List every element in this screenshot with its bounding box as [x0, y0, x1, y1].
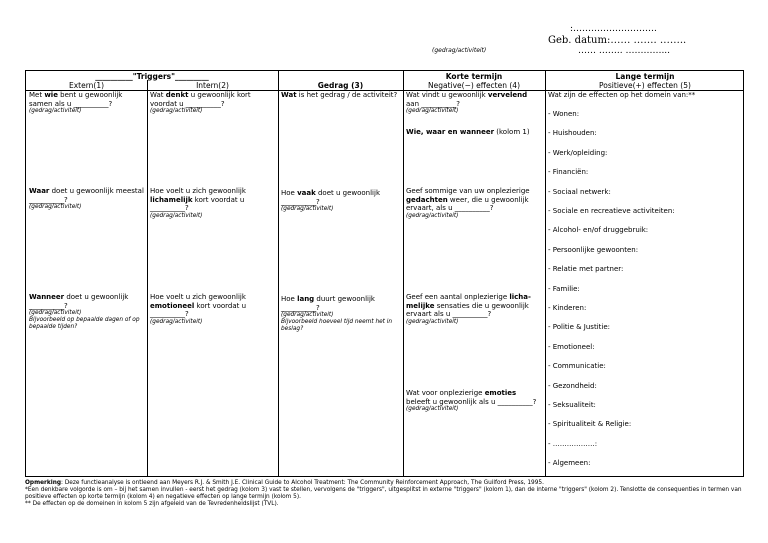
domain-item: - Alcohol- en/of druggebruik:: [548, 226, 649, 235]
domain-item: - Sociaal netwerk:: [548, 187, 611, 196]
col2-question-emotional: Hoe voelt u zich gewoonlijk emotioneel kort voordat u __________? (gedrag/activiteit): [150, 293, 247, 325]
col3-question-often: Hoe vaak doet u gewoonlijk __________? (gedrag/activiteit): [281, 189, 381, 212]
col3-question-what: Wat is het gedrag / de activiteit?: [281, 91, 398, 99]
col2-question-physical: Hoe voelt u zich gewoonlijk lichamelijk kort voordat u __________? (gedrag/activiteit): [150, 187, 246, 219]
domain-item: - Financiën:: [548, 168, 589, 177]
col4-who-where-when: Wie, waar en wanneer (kolom 1): [406, 128, 530, 136]
footer-notes: [25, 480, 747, 508]
domain-item: - Kinderen:: [548, 304, 587, 312]
domain-item: - Familie:: [548, 284, 580, 293]
footer-remark: Opmerking: Deze functieanalyse is ontleend aan Meyers R.J. & Smith J.E. Clinical Guide to Alcohol Treatment: The Community Reinforcement Approach, The Guilford Press, 1995.: [25, 480, 544, 486]
col4-question-thoughts: Geef sommige van uw onplezierige gedachten weer, die u gewoonlijk ervaart, als u __________? (gedrag/activiteit): [406, 187, 530, 219]
col1-question-where: Waar doet u gewoonlijk meestal __________? (gedrag/activiteit): [29, 187, 144, 210]
col1-heading: Extern(1): [68, 81, 105, 90]
domain-item: - Persoonlijke gewoonten:: [548, 245, 639, 254]
extra-line: …… …….. …………...: [578, 46, 671, 56]
col4-question-annoying: Wat vindt u gewoonlijk vervelend aan __________? (gedrag/activiteit): [406, 91, 528, 114]
col2-heading: Intern(2): [196, 81, 229, 90]
header-subcaption: (gedrag/activiteit): [432, 47, 487, 54]
col5-heading: Lange termijn Positieve(+) effecten (5): [599, 72, 691, 90]
dob-line: Geb. datum:…… ……. ……..: [548, 35, 687, 46]
col-divider-1: [147, 80, 148, 476]
col4-question-emotions: Wat voor onplezierige emoties beleeft u gewoonlijk als u __________? (gedrag/activiteit): [406, 389, 537, 412]
analysis-table: [25, 70, 744, 477]
domain-item: - Spiritualiteit & Religie:: [548, 420, 632, 429]
domain-item: - Politie & Justitie:: [548, 323, 610, 332]
col4-question-sensations: Geef een aantal onplezierige licha-melijke sensaties die u gewoonlijk ervaart als u __________? (gedrag/activiteit): [406, 293, 531, 325]
domain-item: - ………………:: [548, 439, 598, 448]
domain-item: - Communicatie:: [548, 362, 606, 371]
domain-item: - Huishouden:: [548, 129, 597, 138]
name-line: :……………………….: [570, 24, 657, 34]
col1-question-when: Wanneer doet u gewoonlijk __________? (gedrag/activiteit) Bijvoorbeeld op bepaalde dagen of op bepaalde tijden?: [29, 293, 140, 330]
client-info-header: [548, 24, 748, 57]
col-divider-2: [278, 71, 279, 476]
domain-item: - Werk/opleiding:: [548, 148, 608, 157]
domain-item: - Relatie met partner:: [548, 265, 624, 274]
col3-question-long: Hoe lang duurt gewoonlijk __________? (gedrag/activiteit) Bijvoorbeeld hoeveel tijd neemt het in beslag?: [281, 295, 393, 332]
col3-heading: Gedrag (3): [317, 81, 364, 90]
col-divider-4: [545, 71, 546, 476]
domain-item: - Gezondheid:: [548, 381, 597, 390]
col2-question-think: Wat denkt u gewoonlijk kort voordat u __________? (gedrag/activiteit): [150, 91, 251, 114]
domain-item: - Emotioneel:: [548, 342, 595, 351]
domain-item: - Wonen:: [548, 110, 580, 118]
footer-order-note: *Een denkbare volgorde is om – bij het samen invullen - eerst het gedrag (kolom 3) vast te stellen, vervolgens de "triggers", uitgesplitst in externe "triggers" (kolom 1), dan de interne "triggers" (kolom 2). Tenslotte de consequenties in termen van positieve effecten op korte termijn (kolom 4) en negatieve effecten op lange termijn (kolom 5).: [25, 487, 742, 500]
domain-item: - Sociale en recreatieve activiteiten:: [548, 207, 675, 215]
domain-item: - Seksualiteit:: [548, 401, 596, 409]
footer-domains-note: ** De effecten op de domeinen in kolom 5 zijn afgeleid van de Tevredenheidslijst (TVL).: [25, 501, 279, 507]
col4-heading: Korte termijn Negative(−) effecten (4): [427, 72, 520, 90]
col1-question-who: Met wie bent u gewoonlijk samen als u __________? (gedrag/activiteit): [29, 91, 123, 114]
triggers-heading: __________"Triggers"_________: [95, 72, 209, 81]
domain-item: - Algemeen:: [548, 459, 591, 468]
col5-intro: Wat zijn de effecten op het domein van:**: [548, 91, 696, 99]
